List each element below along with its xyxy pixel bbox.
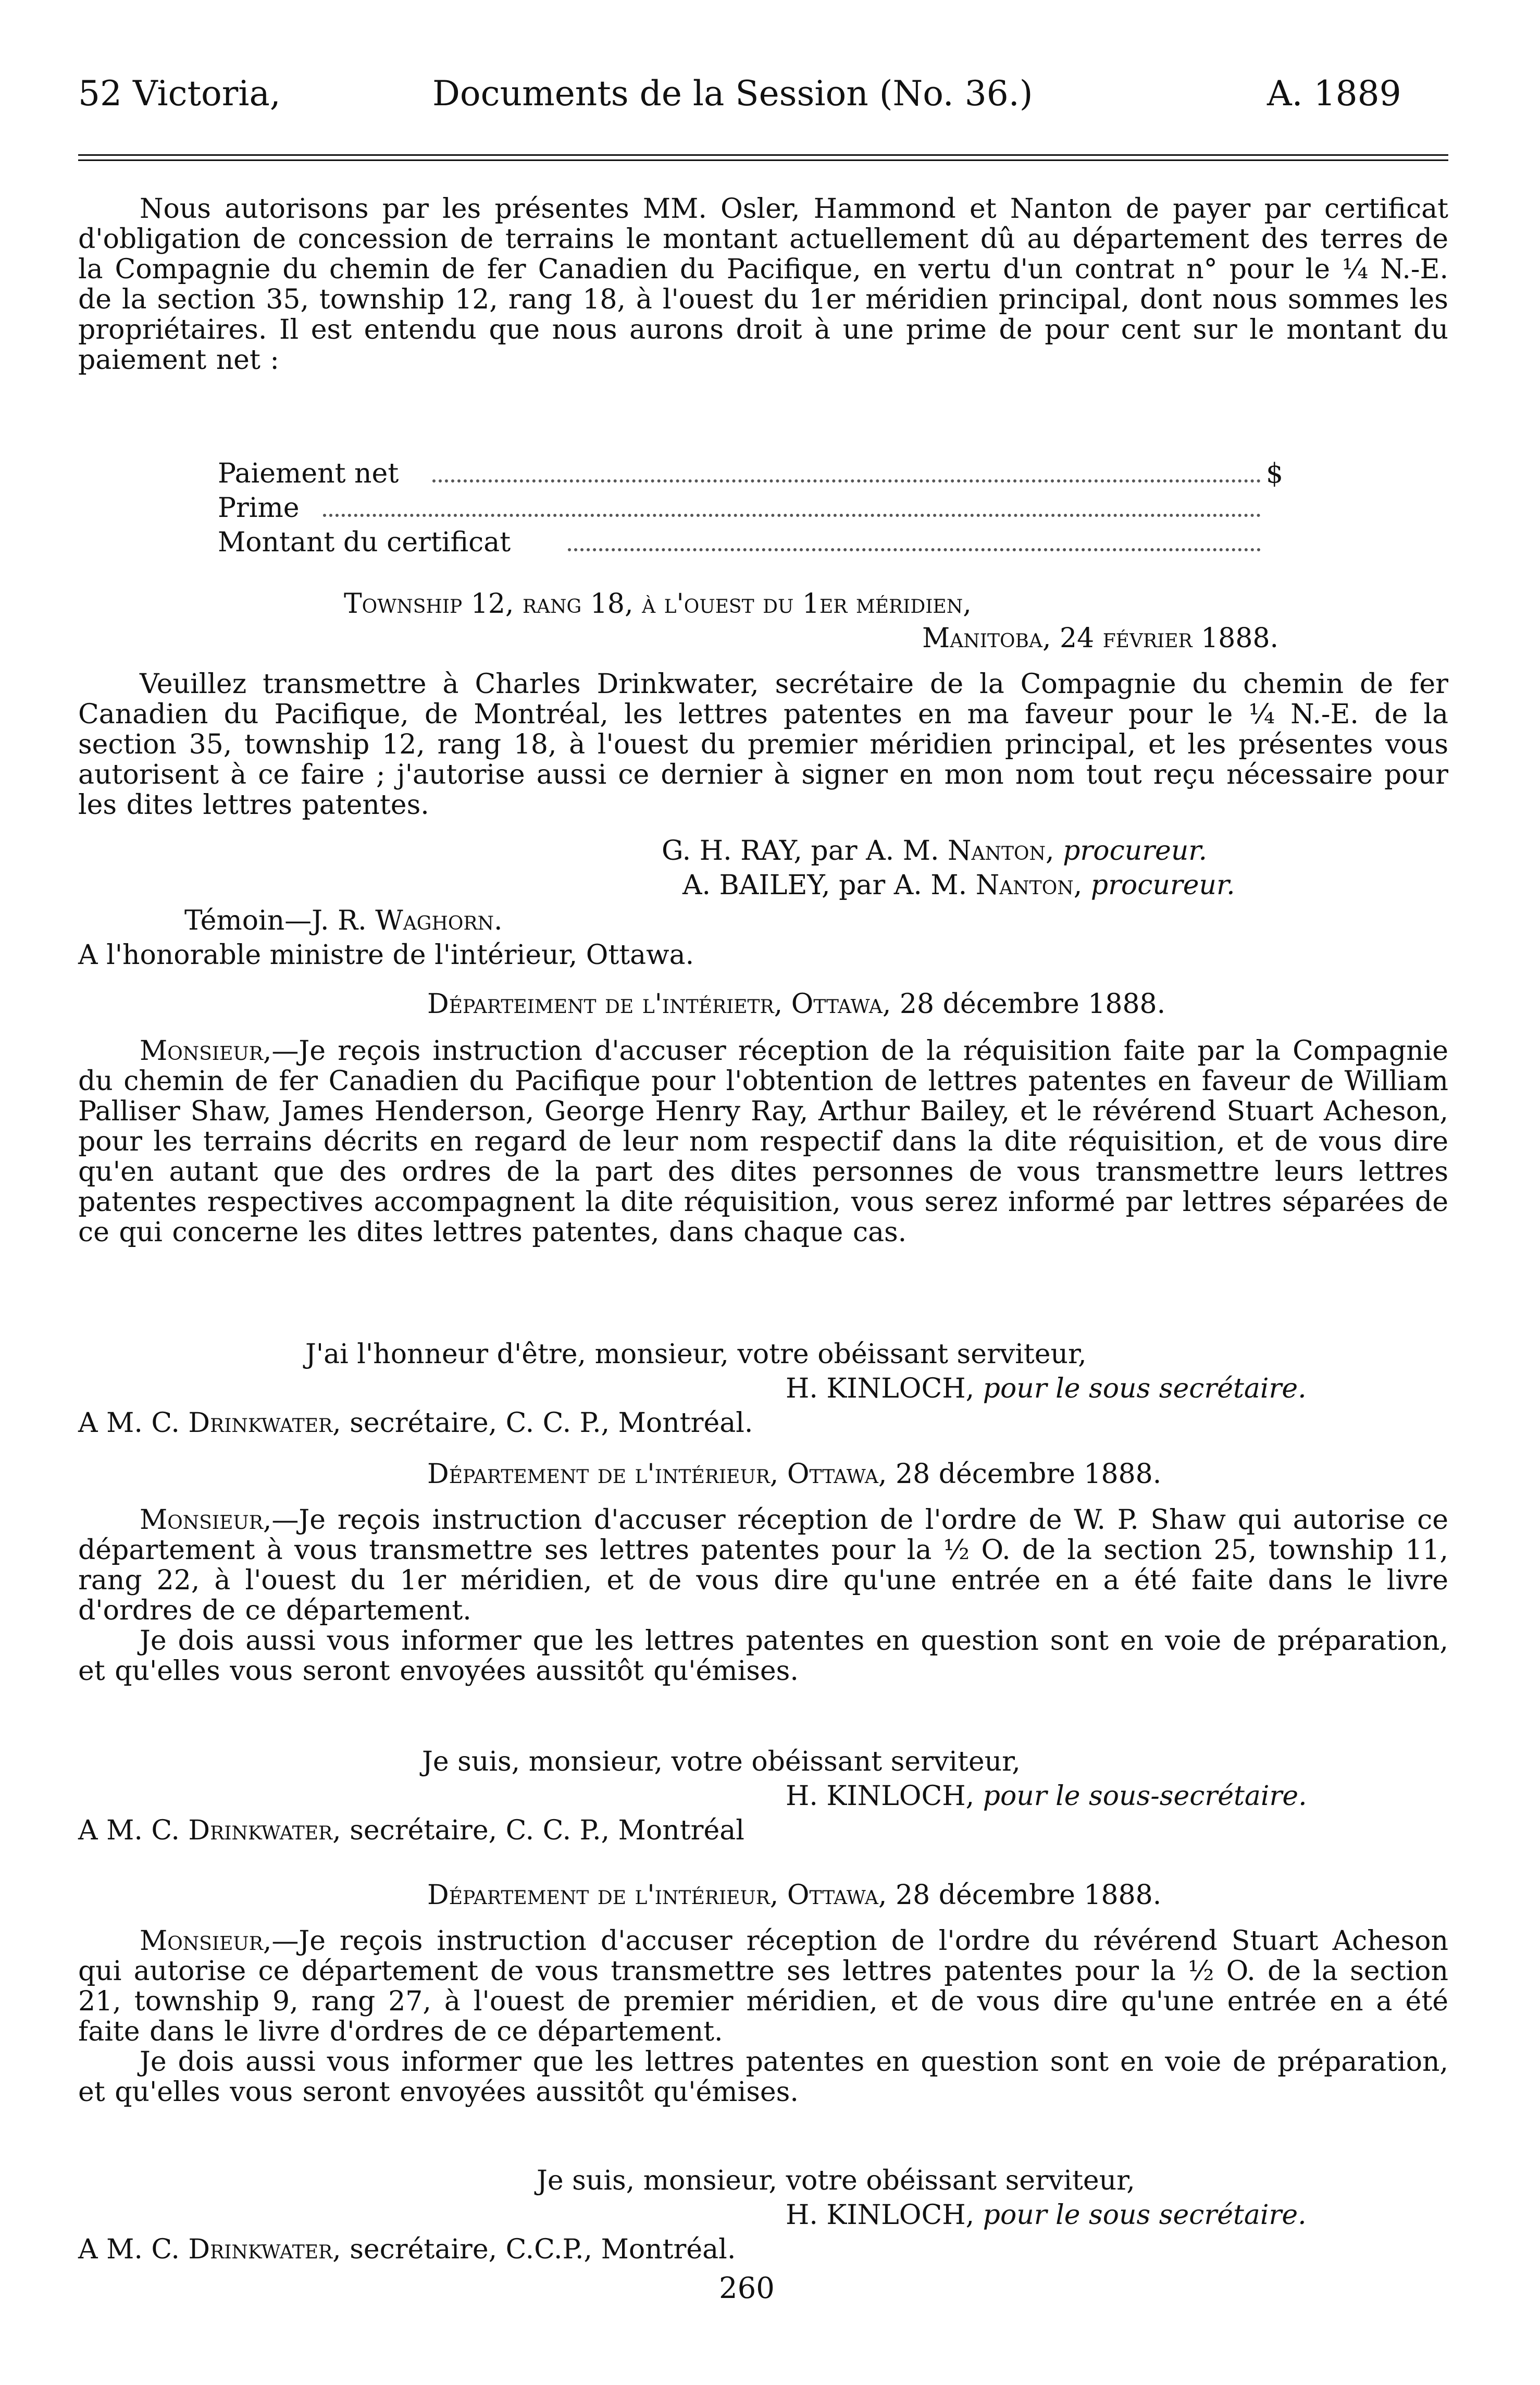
letter4-heading-text: Département de l'intérieur, Ottawa, (427, 1880, 887, 1911)
payment-row-montant-leader (568, 548, 1261, 551)
letter1-signature-2 (682, 870, 1235, 900)
letter3-signer-role: pour le sous-secrétaire. (983, 1781, 1307, 1812)
letter2-signature (786, 1374, 1307, 1404)
letter4-heading (427, 1880, 1161, 1910)
letter4-signer-role: pour le sous secrétaire. (983, 2199, 1307, 2231)
letter4-recipient-prefix: A M. C. (78, 2234, 180, 2265)
letter2-recipient-rest: secrétaire, C. C. P., Montréal. (350, 1407, 753, 1439)
letter2-salutation: Monsieur, (140, 1035, 272, 1067)
letter1-date-text: Manitoba, 24 février 1888. (922, 623, 1279, 654)
letter2-date: 28 décembre 1888. (899, 988, 1166, 1020)
authorization-text: Nous autorisons par les présentes MM. Osler, Hammond et Nanton de payer par certificat d'obligation de concession de terrains le montant actuellement dû au département des terres de la Compagnie du chemin de fer Canadien du Pacifique, en vertu d'un contrat n° pour le ¼ N.-E. de la section 35, township 12, rang 18, à l'ouest du 1er méridien principal, dont nous sommes les propriétaires. Il est entendu que nous aurons droit à une prime de pour cent sur le montant du paiement net : (78, 193, 1448, 376)
letter3-recipient-rest: secrétaire, C. C. P., Montréal (350, 1815, 744, 1846)
payment-row-net-dollar: $ (1266, 458, 1284, 489)
letter3-closing: Je suis, monsieur, votre obéissant serviteur, (422, 1746, 1021, 1777)
letter3-body-wrap (78, 1505, 1448, 1626)
letter1-addressee: A l'honorable ministre de l'intérieur, Ottawa. (78, 940, 694, 971)
letter4-body (78, 1926, 1448, 2107)
payment-row-net-leader (432, 479, 1261, 483)
letter4-body-text: —Je reçois instruction d'accuser réception de l'ordre du révérend Stuart Acheson qui autorise ce département de vous transmettre ses lettres patentes pour la ½ O. de la section 21, township 9, rang 27, à l'ouest de premier méridien, et de vous dire qu'une entrée en a été faite dans le livre d'ordres de ce département. (78, 1925, 1448, 2047)
letter2-heading (427, 989, 1165, 1019)
letter1-location: Township 12, rang 18, à l'ouest du 1er méridien, (344, 588, 972, 620)
sig2-role: procureur. (1090, 870, 1235, 901)
letter3-salutation: Monsieur, (140, 1504, 272, 1536)
sig2-nanton: Nanton, (975, 870, 1083, 901)
sig1-name: G. H. RAY, par A. M. (662, 835, 939, 867)
payment-row-montant-label: Montant du certificat (218, 527, 511, 558)
letter1-signature-1 (662, 836, 1207, 866)
letter2-heading-text: Départeiment de l'intérietr, Ottawa, (427, 988, 891, 1020)
letter4-recipient-name: Drinkwater, (188, 2234, 341, 2265)
letter4-closing: Je suis, monsieur, votre obéissant serviteur, (537, 2165, 1135, 2196)
sig2-name: A. BAILEY, par A. M. (682, 870, 967, 901)
letter2-closing: J'ai l'honneur d'être, monsieur, votre obéissant serviteur, (305, 1339, 1087, 1370)
header-rule-top (78, 154, 1448, 156)
letter4-recipient-rest: secrétaire, C.C.P., Montréal. (350, 2234, 736, 2265)
letter2-body (78, 1036, 1448, 1247)
letter3-body-text: —Je reçois instruction d'accuser réception de l'ordre de W. P. Shaw qui autorise ce département à vous transmettre ses lettres patentes pour la ½ O. de la section 25, township 11, rang 22, à l'ouest du 1er méridien, et de vous dire qu'une entrée en a été faite dans le livre d'ordres de ce département. (78, 1504, 1448, 1626)
page-number: 260 (719, 2271, 775, 2305)
letter3-signature (786, 1781, 1307, 1811)
witness-label: Témoin—J. R. (184, 905, 367, 936)
authorization-paragraph (78, 194, 1448, 375)
payment-row-net-label: Paiement net (218, 458, 399, 489)
header-year: A. 1889 (1267, 73, 1401, 114)
letter3-date: 28 décembre 1888. (896, 1459, 1162, 1490)
header-rule-bottom (78, 159, 1448, 161)
letter4-recipient (78, 2234, 736, 2265)
letter3-recipient-name: Drinkwater, (188, 1815, 341, 1846)
witness-name: Waghorn. (375, 905, 503, 936)
letter4-salutation: Monsieur, (140, 1925, 272, 1957)
letter1-body-text: Veuillez transmettre à Charles Drinkwater, secrétaire de la Compagnie du chemin de fer Canadien du Pacifique, de Montréal, les lettres patentes en ma faveur pour le ¼ N.-E. de la section 35, township 12, rang 18, à l'ouest du premier méridien principal, et les présentes vous autorisent à ce faire ; j'autorise aussi ce dernier à signer en mon nom tout reçu nécessaire pour les dites lettres patentes. (78, 669, 1448, 821)
letter3-heading-text: Département de l'intérieur, Ottawa, (427, 1459, 887, 1490)
payment-row-prime-label: Prime (218, 492, 300, 524)
letter4-signer: H. KINLOCH, (786, 2199, 975, 2231)
letter4-body-wrap (78, 1926, 1448, 2047)
header-volume: 52 Victoria, (78, 73, 281, 114)
letter1-body (78, 669, 1448, 820)
sig1-role: procureur. (1063, 835, 1207, 867)
letter3-signer: H. KINLOCH, (786, 1781, 975, 1812)
payment-row-prime-leader (323, 514, 1261, 517)
letter1-date (922, 623, 1278, 653)
sig1-nanton: Nanton, (948, 835, 1054, 867)
letter3-recipient (78, 1815, 744, 1846)
letter4-signature (786, 2200, 1307, 2230)
header-title: Documents de la Session (No. 36.) (432, 73, 1033, 114)
letter4-date: 28 décembre 1888. (896, 1880, 1162, 1911)
letter3-heading (427, 1459, 1161, 1489)
letter2-body-text: —Je reçois instruction d'accuser réception de la réquisition faite par la Compagnie du chemin de fer Canadien du Pacifique pour l'obtention de lettres patentes en faveur de William Palliser Shaw, James Henderson, George Henry Ray, Arthur Bailey, et le révérend Stuart Acheson, pour les terrains décrits en regard de leur nom respectif dans la dite réquisition, et de vous dire qu'en autant que des ordres de la part des dites personnes de vous transmettre leurs lettres patentes respectives accompagnent la dite réquisition, vous serez informé par lettres séparées de ce qui concerne les dites lettres patentes, dans chaque cas. (78, 1035, 1448, 1248)
letter2-recipient-name: Drinkwater, (188, 1407, 341, 1439)
letter2-body-wrap (78, 1036, 1448, 1247)
letter2-signer: H. KINLOCH, (786, 1373, 975, 1404)
letter1-witness (184, 906, 503, 936)
letter2-recipient-prefix: A M. C. (78, 1407, 180, 1439)
letter3-recipient-prefix: A M. C. (78, 1815, 180, 1846)
letter2-signer-role: pour le sous secrétaire. (983, 1373, 1307, 1404)
letter3-body2: Je dois aussi vous informer que les lettres patentes en question sont en voie de préparation, et qu'elles vous seront envoyées aussitôt qu'émises. (78, 1625, 1448, 1687)
letter3-body (78, 1505, 1448, 1686)
letter4-body2: Je dois aussi vous informer que les lettres patentes en question sont en voie de préparation, et qu'elles vous seront envoyées aussitôt qu'émises. (78, 2046, 1448, 2108)
letter2-recipient (78, 1408, 753, 1438)
